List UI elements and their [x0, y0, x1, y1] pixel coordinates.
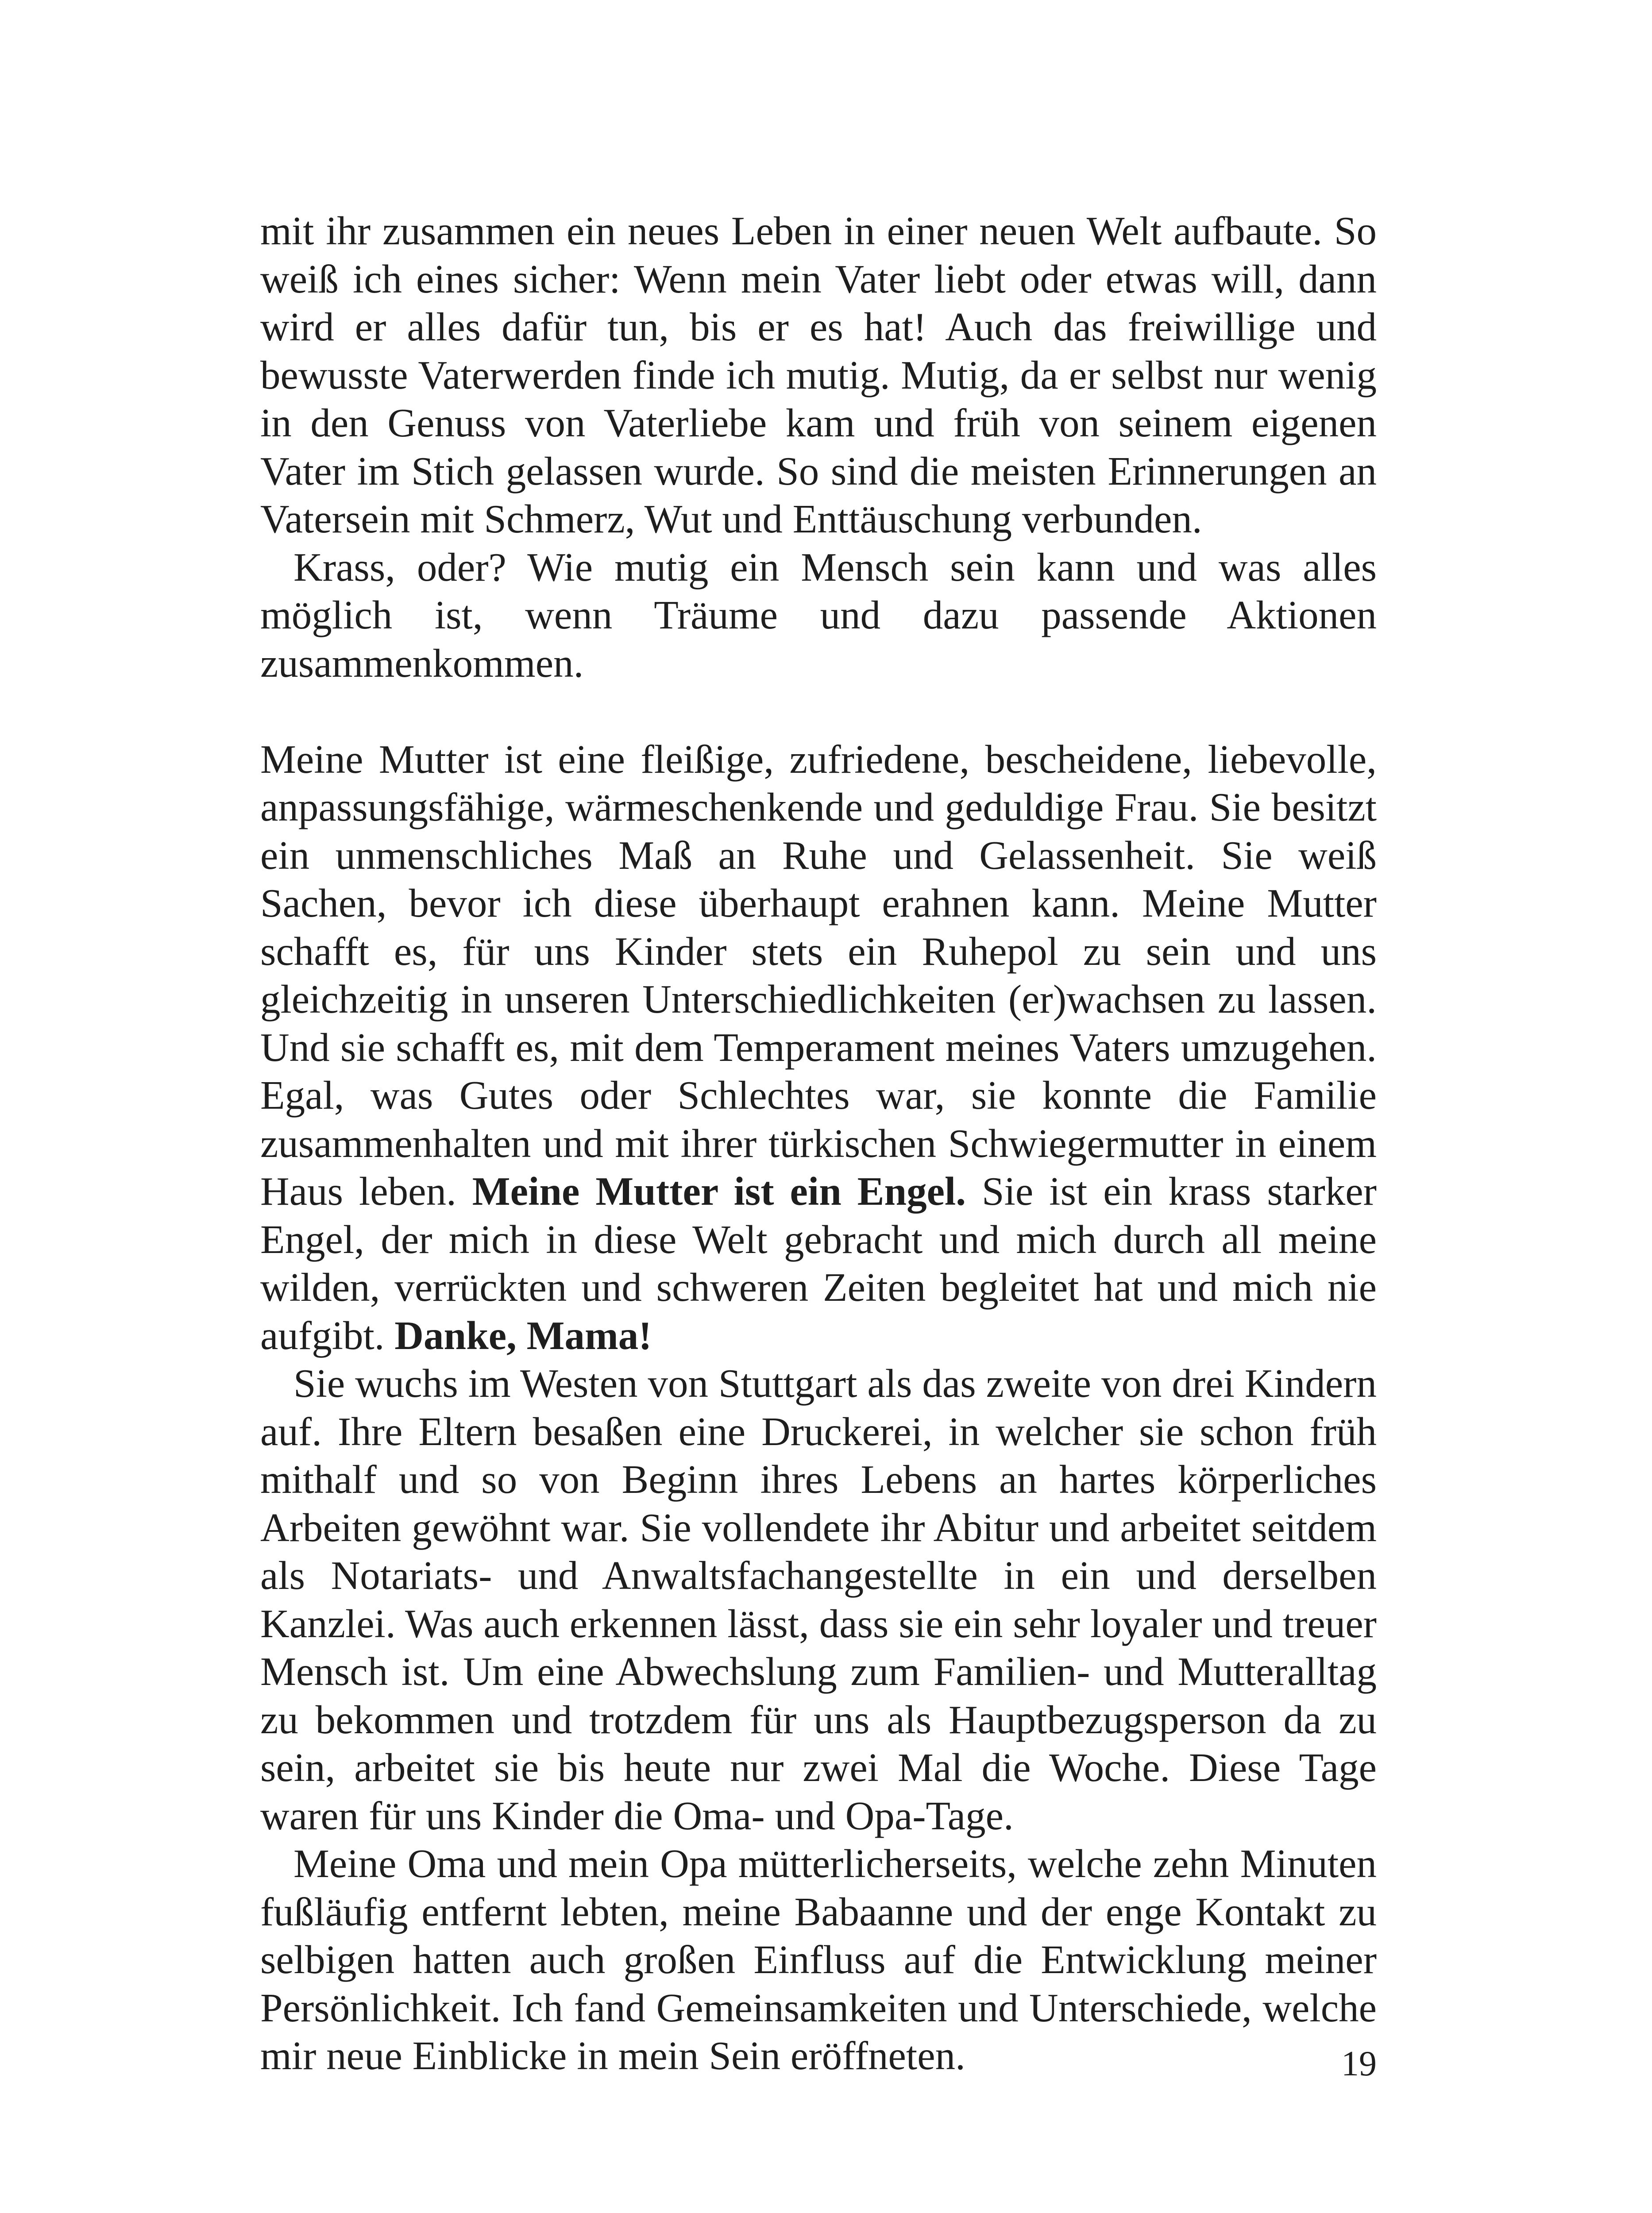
emphasis-text: Danke, Mama!	[394, 1313, 652, 1358]
paragraph-text: Meine Mutter ist eine fleißige, zufriedene, bescheidene, liebevolle, anpassungsfähige, wärmeschenkende und geduldige Frau. Sie besitzt ein unmenschliches Maß an Ruhe und Gelassenheit. Sie weiß Sachen, bevor ich diese überhaupt erahnen kann. Meine Mutter schafft es, für uns Kinder stets ein Ruhepol zu sein und uns gleichzeitig in unseren Unterschiedlichkeiten (er)wachsen zu lassen. Und sie schafft es, mit dem Temperament meines Vaters umzugehen. Egal, was Gutes oder Schlechtes war, sie konnte die Familie zusammenhalten und mit ihrer türkischen Schwiegermutter in einem Haus leben.	[260, 736, 1377, 1214]
paragraph	[260, 207, 1377, 544]
paragraph	[260, 544, 1377, 688]
paragraph-text: Meine Oma und mein Opa mütterlicherseits, welche zehn Minuten fußläufig entfernt lebten, meine Babaanne und der enge Kontakt zu selbigen hatten auch großen Einfluss auf die Entwicklung meiner Persönlichkeit. Ich fand Gemeinsamkeiten und Unterschiede, welche mir neue Einblicke in mein Sein eröffneten.	[260, 1841, 1377, 2078]
emphasis-text: Meine Mutter ist ein Engel.	[472, 1169, 966, 1214]
page-number: 19	[1341, 2044, 1377, 2083]
paragraph-text: mit ihr zusammen ein neues Leben in einer neuen Welt aufbaute. So weiß ich eines sicher: Wenn mein Vater liebt oder etwas will, dann wird er alles dafür tun, bis er es hat! Auch das freiwillige und bewusste Vaterwerden finde ich mutig. Mutig, da er selbst nur wenig in den Genuss von Vaterliebe kam und früh von seinem eigenen Vater im Stich gelassen wurde. So sind die meisten Erinnerungen an Vatersein mit Schmerz, Wut und Enttäuschung verbunden.	[260, 208, 1377, 541]
paragraph-text: Krass, oder? Wie mutig ein Mensch sein kann und was alles möglich ist, wenn Träume und dazu passende Aktionen zusammenkommen.	[260, 544, 1377, 686]
paragraph-text: Sie wuchs im Westen von Stuttgart als das zweite von drei Kindern auf. Ihre Eltern besaßen eine Druckerei, in welcher sie schon früh mithalf und so von Beginn ihres Lebens an hartes körperliches Arbeiten gewöhnt war. Sie vollendete ihr Abitur und arbeitet seitdem als Notariats- und Anwaltsfachangestellte in ein und derselben Kanzlei. Was auch erkennen lässt, dass sie ein sehr loyaler und treuer Mensch ist. Um eine Abwechslung zum Familien- und Mutteralltag zu bekommen und trotzdem für uns als Hauptbezugsperson da zu sein, arbeitet sie bis heute nur zwei Mal die Woche. Diese Tage waren für uns Kinder die Oma- und Opa-Tage.	[260, 1361, 1377, 1838]
paragraph	[260, 1360, 1377, 1840]
paragraph	[260, 1840, 1377, 2080]
paragraph	[260, 736, 1377, 1360]
body-text	[260, 207, 1377, 2080]
paragraph-text: Sie ist ein krass starker Engel, der mich in diese Welt gebracht und mich durch all meine wilden, verrückten und schweren Zeiten begleitet hat und mich nie aufgibt.	[260, 1169, 1377, 1358]
